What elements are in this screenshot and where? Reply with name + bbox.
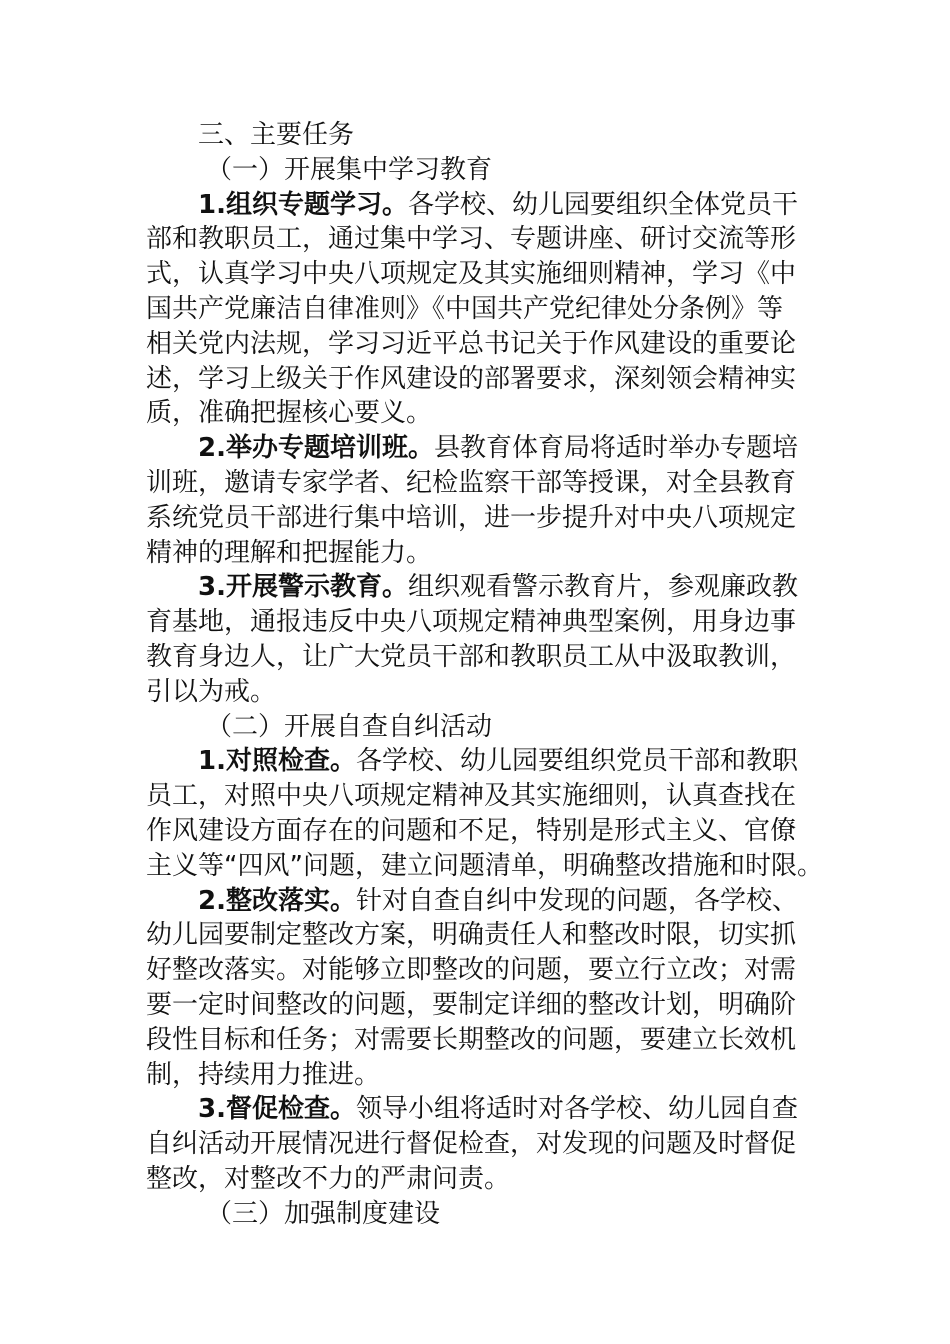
paragraph-line: 育基地，通报违反中央八项规定精神典型案例，用身边事: [146, 607, 797, 638]
paragraph-line: 国共产党廉洁自律准则》《中国共产党纪律处分条例》等: [146, 293, 784, 324]
subsection-heading: （三）加强制度建设: [206, 1198, 441, 1229]
paragraph: [146, 884, 808, 1093]
paragraph-line: 各学校、幼儿园要组织党员干部和教职: [355, 746, 798, 777]
paragraph-line: 系统党员干部进行集中培训，进一步提升对中央八项规定: [146, 502, 797, 533]
paragraph-line: 部和教职员工，通过集中学习、专题讲座、研讨交流等形: [146, 224, 797, 255]
item-lead: 3.督促检查。: [198, 1094, 356, 1125]
paragraph-line: 段性目标和任务；对需要长期整改的问题，要建立长效机: [146, 1024, 797, 1055]
paragraph-line: 领导小组将适时对各学校、幼儿园自查: [355, 1094, 798, 1125]
paragraph: [146, 1092, 808, 1196]
paragraph-line: 要一定时间整改的问题，要制定详细的整改计划，明确阶: [146, 989, 797, 1020]
item-lead: 2.举办专题培训班。: [198, 433, 434, 464]
paragraph-line: 制，持续用力推进。: [146, 1059, 381, 1090]
paragraph-line: 训班，邀请专家学者、纪检监察干部等授课，对全县教育: [146, 467, 797, 498]
paragraph: [146, 570, 808, 709]
paragraph-line: 员工，对照中央八项规定精神及其实施细则，认真查找在: [146, 781, 797, 812]
paragraph-line: 作风建设方面存在的问题和不足，特别是形式主义、官僚: [146, 815, 797, 846]
paragraph-line: 教育身边人，让广大党员干部和教职员工从中汲取教训，: [146, 641, 797, 672]
paragraph-line: 精神的理解和把握能力。: [146, 537, 433, 568]
item-lead: 3.开展警示教育。: [198, 572, 408, 603]
paragraph-line: 述，学习上级关于作风建设的部署要求，深刻领会精神实: [146, 363, 797, 394]
paragraph-line: 自纠活动开展情况进行督促检查，对发现的问题及时督促: [146, 1129, 797, 1160]
item-lead: 2.整改落实。: [198, 885, 356, 916]
paragraph: [146, 744, 823, 883]
paragraph: [146, 431, 808, 570]
subsection-heading: （二）开展自查自纠活动: [206, 711, 493, 742]
subsection-heading: （一）开展集中学习教育: [206, 154, 493, 185]
item-lead: 1.对照检查。: [198, 746, 356, 777]
paragraph-line: 各学校、幼儿园要组织全体党员干: [407, 189, 798, 220]
paragraph-line: 好整改落实。对能够立即整改的问题，要立行立改；对需: [146, 955, 797, 986]
paragraph-line: 幼儿园要制定整改方案，明确责任人和整改时限，切实抓: [146, 920, 797, 951]
paragraph-line: 式，认真学习中央八项规定及其实施细则精神，学习《中: [146, 259, 797, 290]
section-title: 三、主要任务: [198, 120, 355, 150]
paragraph-line: 引以为戒。: [146, 676, 277, 707]
paragraph-line: 整改，对整改不力的严肃问责。: [146, 1163, 511, 1194]
item-lead: 1.组织专题学习。: [198, 189, 408, 220]
paragraph-line: 针对自查自纠中发现的问题，各学校、: [355, 885, 798, 916]
paragraph-line: 主义等“四风”问题，建立问题清单，明确整改措施和时限。: [146, 850, 823, 881]
paragraph-line: 质，准确把握核心要义。: [146, 398, 433, 429]
paragraph-line: 县教育体育局将适时举办专题培: [433, 433, 798, 464]
paragraph-line: 相关党内法规，学习习近平总书记关于作风建设的重要论: [146, 328, 797, 359]
paragraph: [146, 188, 808, 432]
paragraph-line: 组织观看警示教育片，参观廉政教: [407, 572, 798, 603]
document-page: [146, 118, 823, 1232]
